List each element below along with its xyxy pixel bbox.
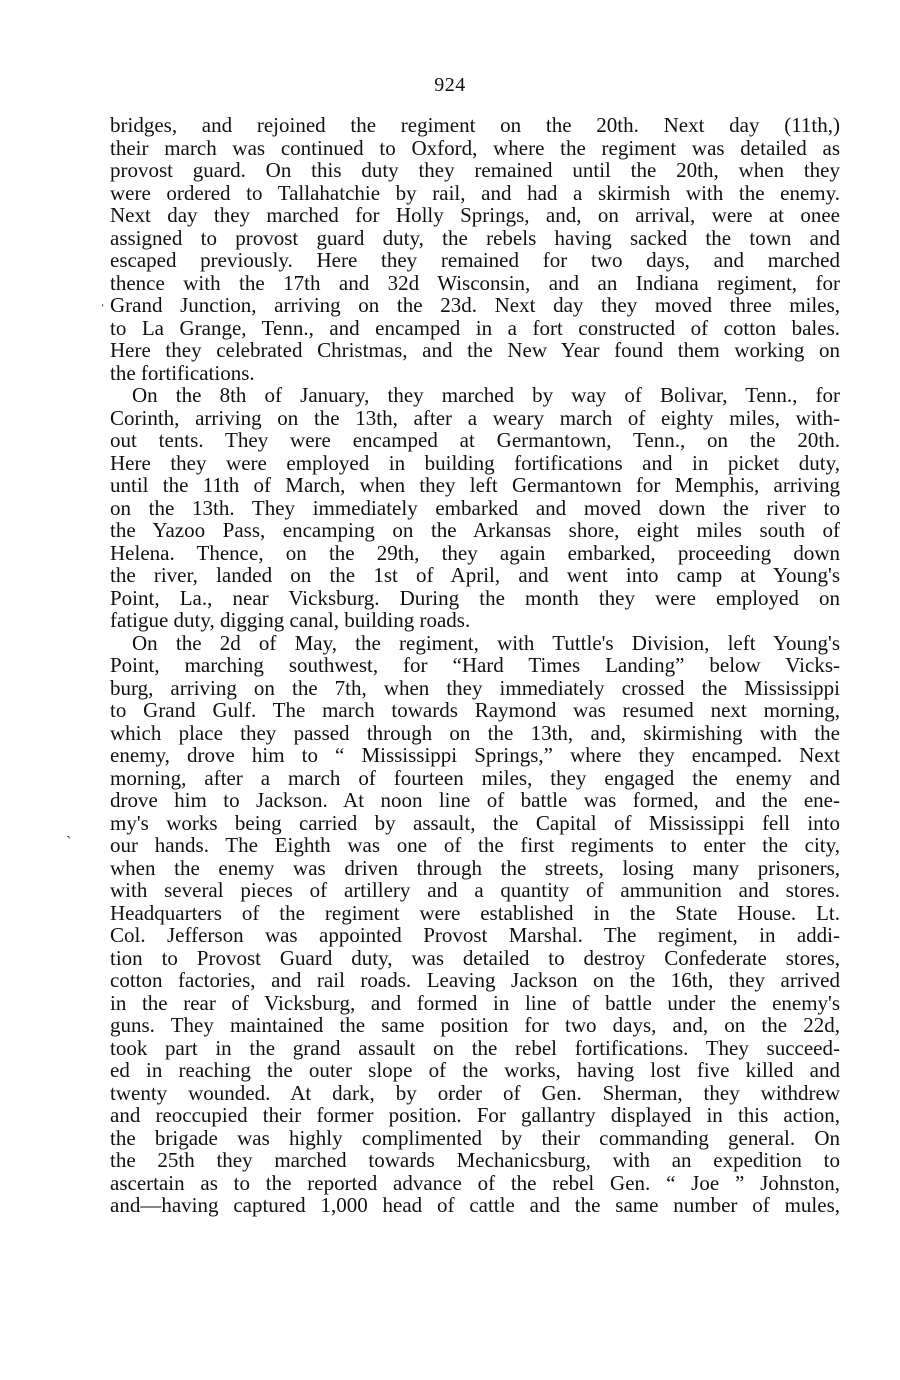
text-line: were ordered to Tallahatchie by rail, and had a skirmish with the enemy.: [110, 180, 840, 205]
paragraph: [110, 114, 840, 384]
text-line: escaped previously. Here they remained for two days, and marched: [110, 248, 840, 272]
text-line: enemy, drove him to “ Mississippi Springs,” where they encamped. Next: [110, 743, 840, 767]
text-line: Grand Junction, arriving on the 23d. Next day they moved three miles,: [110, 293, 840, 317]
text-line: when the enemy was driven through the streets, losing many prisoners,: [110, 855, 840, 880]
text-line: and reoccupied their former position. For gallantry displayed in this action,: [110, 1103, 840, 1127]
text-line: thence with the 17th and 32d Wisconsin, and an Indiana regiment, for: [110, 270, 840, 295]
text-line: morning, after a march of fourteen miles, they engaged the enemy and: [110, 765, 840, 790]
text-line: tion to Provost Guard duty, was detailed to destroy Confederate stores,: [110, 945, 840, 970]
text-line: twenty wounded. At dark, by order of Gen. Sherman, they withdrew: [110, 1080, 840, 1105]
paragraph: [110, 384, 840, 632]
text-line: their march was continued to Oxford, where the regiment was detailed as: [110, 135, 840, 160]
text-line: which place they passed through on the 13th, and, skirmishing with the: [110, 720, 840, 745]
text-line: the river, landed on the 1st of April, and went into camp at Young's: [110, 563, 840, 587]
body-text: [110, 114, 840, 1217]
text-line: Corinth, arriving on the 13th, after a weary march of eighty miles, with-: [110, 405, 840, 430]
text-line: out tents. They were encamped at Germantown, Tenn., on the 20th.: [110, 428, 840, 452]
text-line: the brigade was highly complimented by their commanding general. On: [110, 1125, 840, 1150]
text-line: provost guard. On this duty they remained until the 20th, when they: [110, 158, 840, 182]
text-line: our hands. The Eighth was one of the first regiments to enter the city,: [110, 833, 840, 857]
text-line: took part in the grand assault on the rebel fortifications. They succeed-: [110, 1035, 840, 1060]
text-line: the fortifications.: [110, 360, 255, 385]
text-line: cotton factories, and rail roads. Leaving Jackson on the 16th, they arrived: [110, 968, 840, 992]
paragraph: [110, 632, 840, 1217]
text-line: to La Grange, Tenn., and encamped in a fort constructed of cotton bales.: [110, 315, 840, 340]
text-line: to Grand Gulf. The march towards Raymond was resumed next morning,: [110, 698, 840, 722]
text-line: Next day they marched for Holly Springs, and, on arrival, were at onee: [110, 203, 840, 227]
text-line: on the 13th. They immediately embarked and moved down the river to: [110, 495, 840, 520]
text-line: Point, marching southwest, for “Hard Times Landing” below Vicks-: [110, 653, 840, 677]
text-line: and—having captured 1,000 head of cattle and the same number of mules,: [110, 1193, 840, 1217]
text-line: Helena. Thence, on the 29th, they again embarked, proceeding down: [110, 540, 840, 565]
margin-tick-mark: ˌ: [100, 290, 106, 307]
text-line: with several pieces of artillery and a quantity of ammunition and stores.: [110, 878, 840, 902]
text-line: burg, arriving on the 7th, when they immediately crossed the Mississippi: [110, 675, 840, 700]
page-number: 924: [434, 74, 466, 96]
text-line: guns. They maintained the same position for two days, and, on the 22d,: [110, 1013, 840, 1037]
text-line: assigned to provost guard duty, the rebels having sacked the town and: [110, 225, 840, 250]
text-line: Col. Jefferson was appointed Provost Marshal. The regiment, in addi-: [110, 923, 840, 947]
text-line: ascertain as to the reported advance of the rebel Gen. “ Joe ” Johnston,: [110, 1170, 840, 1195]
text-line: fatigue duty, digging canal, building roads.: [110, 608, 471, 632]
text-line: ed in reaching the outer slope of the works, having lost five killed and: [110, 1058, 840, 1082]
text-line: Here they were employed in building fortifications and in picket duty,: [110, 450, 840, 475]
text-line: Here they celebrated Christmas, and the New Year found them working on: [110, 338, 840, 362]
text-line: the Yazoo Pass, encamping on the Arkansas shore, eight miles south of: [110, 518, 840, 542]
text-line: in the rear of Vicksburg, and formed in line of battle under the enemy's: [110, 990, 840, 1015]
text-line: On the 8th of January, they marched by way of Bolivar, Tenn., for: [132, 383, 840, 407]
text-line: Point, La., near Vicksburg. During the month they were employed on: [110, 585, 840, 610]
text-line: the 25th they marched towards Mechanicsburg, with an expedition to: [110, 1148, 840, 1172]
text-line: On the 2d of May, the regiment, with Tuttle's Division, left Young's: [132, 630, 840, 655]
text-line: my's works being carried by assault, the Capital of Mississippi fell into: [110, 810, 840, 835]
text-line: bridges, and rejoined the regiment on the 20th. Next day (11th,): [110, 113, 840, 137]
margin-tick-mark: ˏ: [66, 822, 72, 839]
text-line: Headquarters of the regiment were established in the State House. Lt.: [110, 900, 840, 925]
text-line: drove him to Jackson. At noon line of battle was formed, and the ene-: [110, 788, 840, 812]
text-line: until the 11th of March, when they left Germantown for Memphis, arriving: [110, 473, 840, 497]
